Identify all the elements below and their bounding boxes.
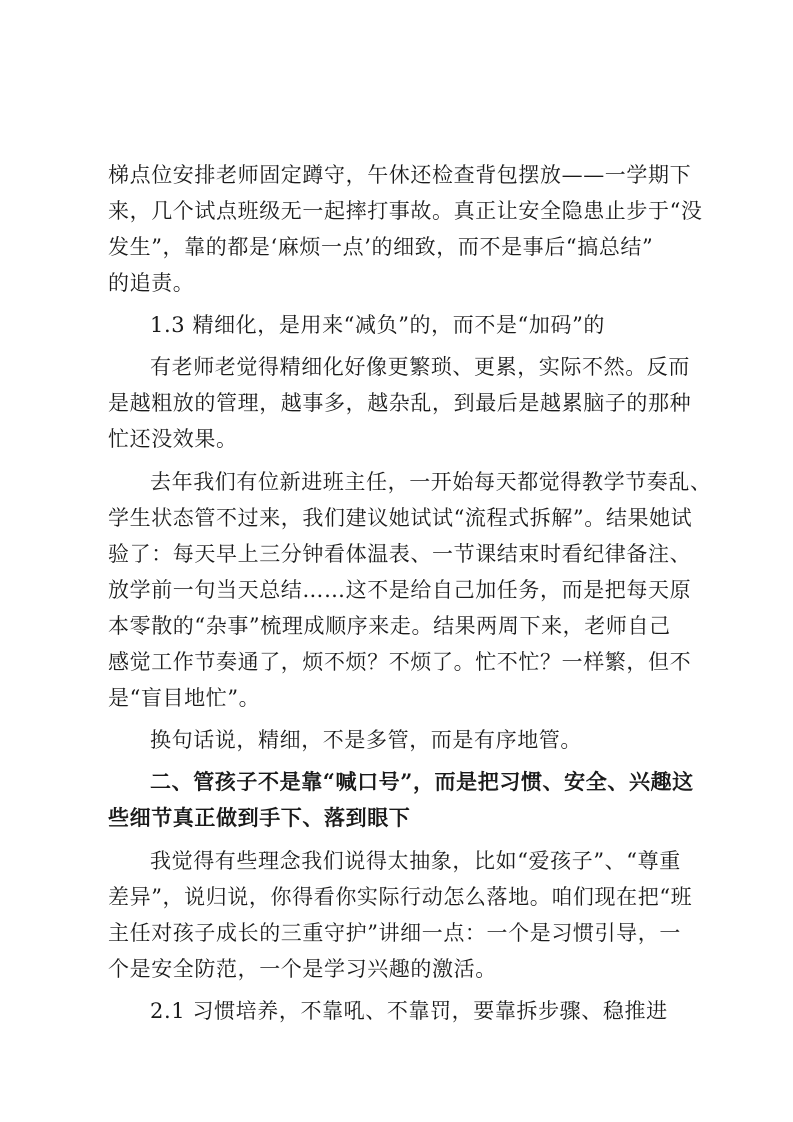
body-text-line: 的追责。 <box>108 271 195 295</box>
section-heading: 二、管孩子不是靠“喊口号”，而是把习惯、安全、兴趣这 <box>150 769 694 794</box>
body-text-line: 个是安全防范，一个是学习兴趣的激活。 <box>108 957 497 981</box>
body-text-line: 是“盲目地忙”。 <box>108 686 261 710</box>
body-text-line: 差异”，说归说，你得看你实际行动怎么落地。咱们现在把“班 <box>108 885 693 909</box>
body-text-line: 本零散的“杂事”梳理成顺序来走。结果两周下来，老师自己 <box>108 614 671 638</box>
body-text-line: 学生状态管不过来，我们建议她试试“流程式拆解”。结果她试 <box>108 506 693 530</box>
body-text-line: 是越粗放的管理，越事多，越杂乱，到最后是越累脑子的那种 <box>108 391 692 415</box>
subsection-heading: 1.3 精细化，是用来“减负”的，而不是“加码”的 <box>150 313 606 337</box>
body-text-line: 感觉工作节奏通了，烦不烦？不烦了。忙不忙？一样繁，但不 <box>108 650 692 674</box>
section-heading: 些细节真正做到手下、落到眼下 <box>108 805 411 830</box>
body-text-line: 放学前一句当天总结……这不是给自己加任务，而是把每天原 <box>108 578 692 602</box>
body-text-line: 来，几个试点班级无一起摔打事故。真正让安全隐患止步于“没 <box>108 199 703 223</box>
body-text-line: 换句话说，精细，不是多管，而是有序地管。 <box>150 728 582 752</box>
body-text-line: 主任对孩子成长的三重守护”讲细一点：一个是习惯引导，一 <box>108 921 681 945</box>
body-text-line: 忙还没效果。 <box>108 427 238 451</box>
body-text-line: 去年我们有位新进班主任，一开始每天都觉得教学节奏乱、 <box>150 470 712 494</box>
body-text-line: 梯点位安排老师固定蹲守，午休还检查背包摆放——一学期下 <box>108 163 692 187</box>
body-text-line: 发生”，靠的都是‘麻烦一点’的细致，而不是事后“搞总结” <box>108 235 654 259</box>
body-text-line: 有老师老觉得精细化好像更繁琐、更累，实际不然。反而 <box>150 355 690 379</box>
subsection-heading: 2.1 习惯培养，不靠吼、不靠罚，要靠拆步骤、稳推进 <box>150 999 668 1023</box>
body-text-line: 我觉得有些理念我们说得太抽象，比如“爱孩子”、“尊重 <box>150 849 681 873</box>
body-text-line: 验了：每天早上三分钟看体温表、一节课结束时看纪律备注、 <box>108 542 692 566</box>
